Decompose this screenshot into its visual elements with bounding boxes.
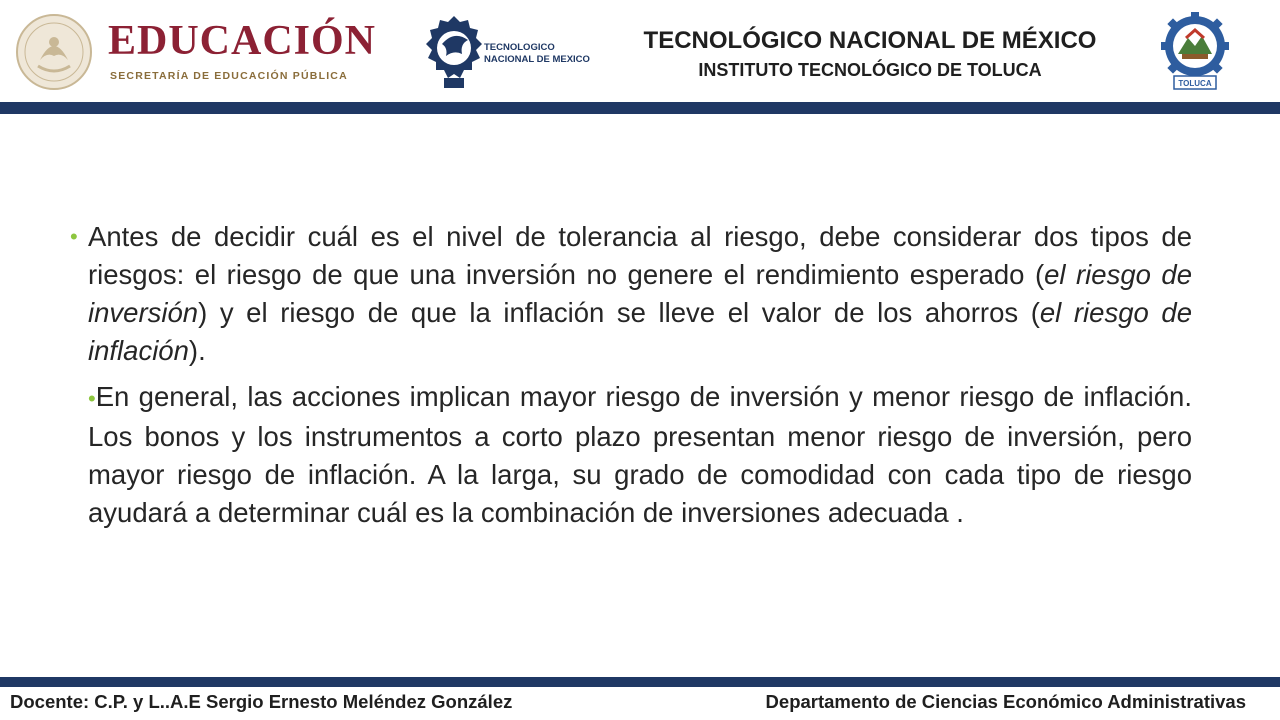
footer-department: Departamento de Ciencias Económico Administrativas bbox=[765, 691, 1246, 712]
mexico-coat-of-arms-seal-icon bbox=[14, 12, 98, 92]
footer-divider-bar bbox=[0, 677, 1280, 687]
tecnm-text bbox=[484, 42, 590, 66]
bullet-paragraph-2 bbox=[70, 378, 1192, 532]
para1-part2: ) y el riesgo de que la inflación se lleve el valor de los ahorros ( bbox=[198, 297, 1040, 328]
tecnm-line-2: NACIONAL DE MEXICO bbox=[484, 54, 590, 65]
footer bbox=[0, 687, 1280, 720]
toluca-gear-logo-icon bbox=[1152, 12, 1238, 92]
para1-italic-1: el riesgo de inversión bbox=[88, 259, 1192, 328]
para1-italic-2: el riesgo de inflación bbox=[88, 297, 1192, 366]
bullet-dot-icon: • bbox=[88, 386, 96, 411]
para2-text: En general, las acciones implican mayor riesgo de inversión y menor riesgo de inflación. Los bonos y los instrumentos a corto plazo presentan menor riesgo de inversión, pero mayor riesgo de inflación. A la larga, su grado de comodidad con cada tipo de riesgo ayudará a determinar cuál es la combinación de inversiones adecuada . bbox=[88, 381, 1192, 528]
institution-title: TECNOLÓGICO NACIONAL DE MÉXICO bbox=[643, 27, 1097, 54]
tecnm-eagle-emblem-icon bbox=[424, 14, 484, 90]
sep-logo bbox=[14, 12, 394, 92]
toluca-logo-label: TOLUCA bbox=[1178, 79, 1212, 88]
tecnm-line-1: TECNOLOGICO bbox=[484, 42, 555, 53]
footer-teacher: Docente: C.P. y L..A.E Sergio Ernesto Meléndez González bbox=[10, 691, 513, 712]
para1-part1: Antes de decidir cuál es el nivel de tolerancia al riesgo, debe considerar dos tipos de riesgos: el riesgo de que una inversión no genere el rendimiento esperado ( bbox=[88, 221, 1192, 290]
tecnm-logo bbox=[424, 14, 594, 90]
slide-content bbox=[70, 218, 1192, 540]
header-divider-bar bbox=[0, 102, 1280, 114]
institute-subtitle: INSTITUTO TECNOLÓGICO DE TOLUCA bbox=[698, 60, 1042, 80]
header bbox=[0, 0, 1280, 104]
bullet-paragraph-1 bbox=[70, 218, 1192, 370]
para1-part3: ). bbox=[188, 335, 206, 366]
sep-subtitle: SECRETARÍA DE EDUCACIÓN PÚBLICA bbox=[110, 70, 348, 82]
sep-title: EDUCACIÓN bbox=[108, 18, 377, 64]
bullet-dot-icon: • bbox=[70, 224, 78, 249]
